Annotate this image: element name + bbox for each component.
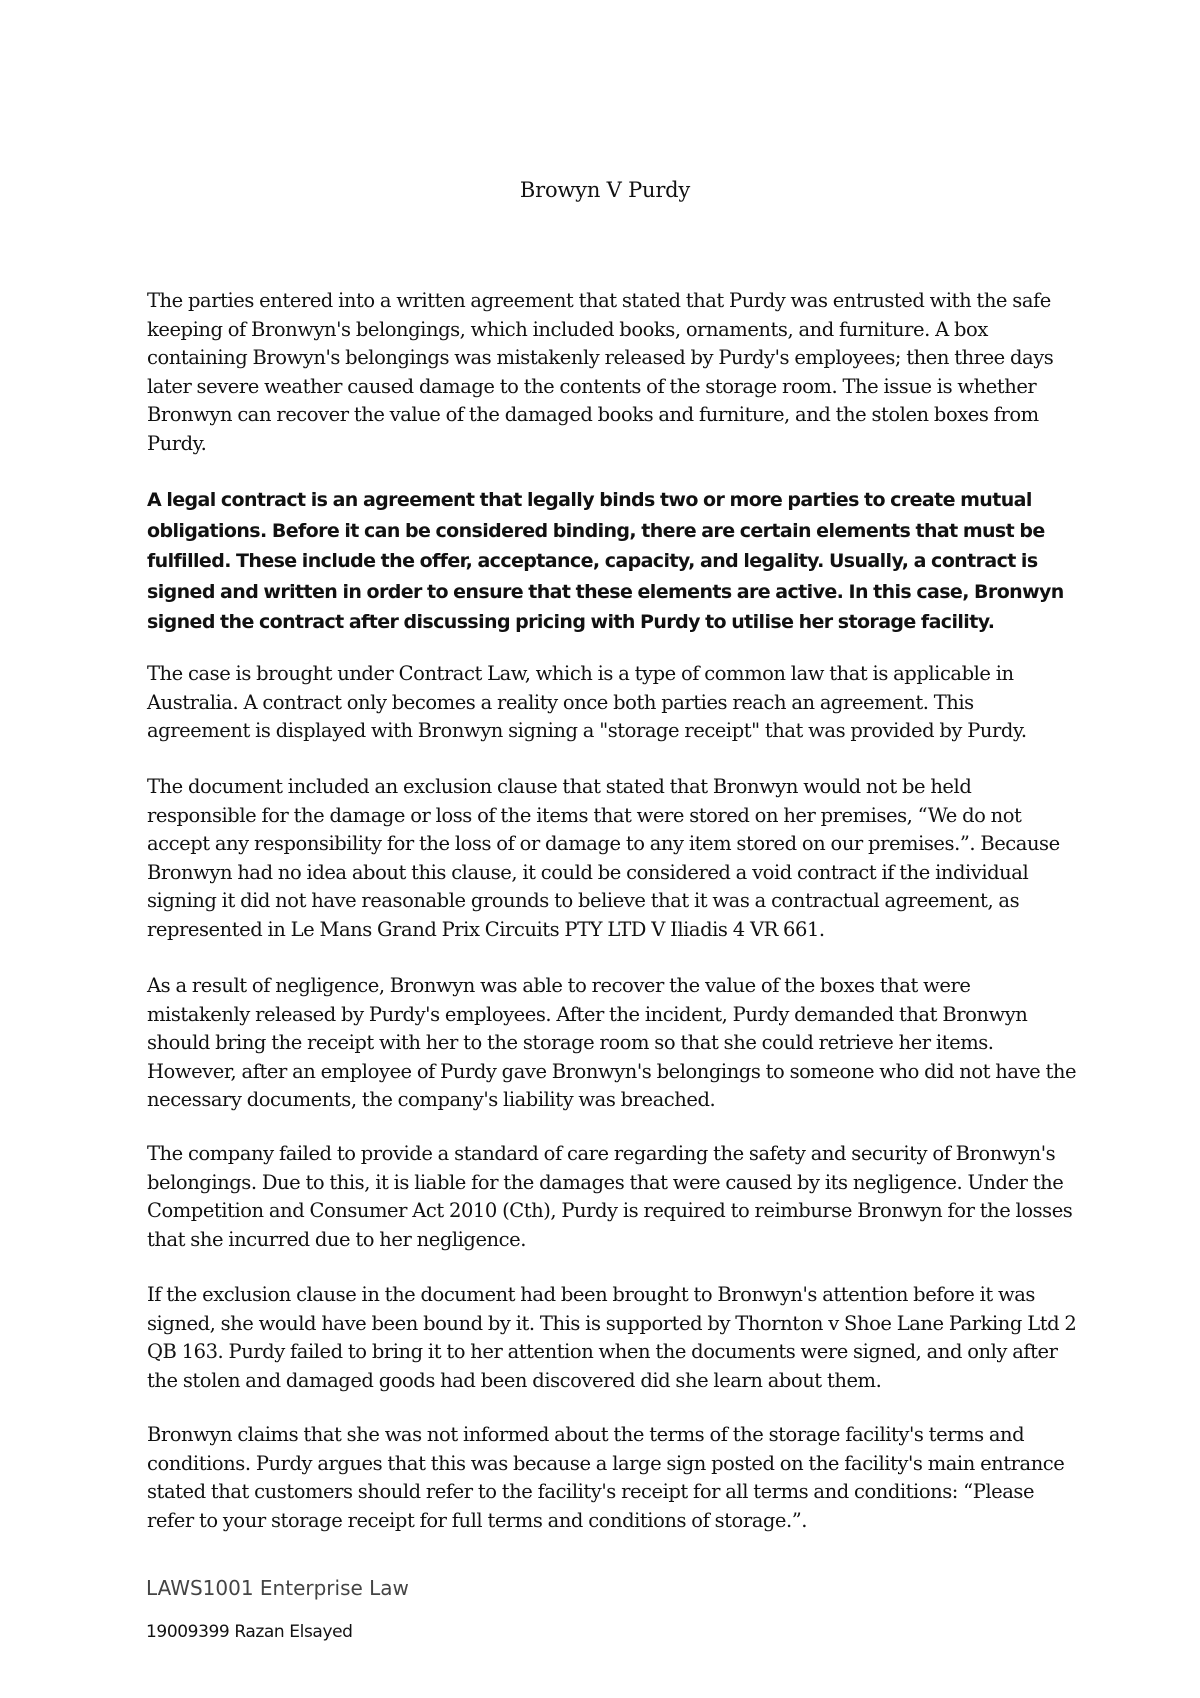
paragraph-contract-law: The case is brought under Contract Law, which is a type of common law that is applicable in Australia. A contract only becomes a reality once both parties reach an agreement. This agreement is displayed with Bronwyn signing a "storage receipt" that was provided by Purdy. <box>147 662 1027 742</box>
paragraph-standard-of-care: The company failed to provide a standard of care regarding the safety and security of Bronwyn's belongings. Due to this, it is liable for the damages that were caused by its negligence. Under the Competition and Consumer Act 2010 (Cth), Purdy is required to reimburse Bronwyn for the losses that she incurred due to her negligence. <box>147 1142 1073 1251</box>
document-title: Browyn V Purdy <box>519 178 691 202</box>
paragraph-negligence: As a result of negligence, Bronwyn was able to recover the value of the boxes that were mistakenly released by Purdy's employees. After the incident, Purdy demanded that Bronwyn should bring the receipt with her to the storage room so that she could retrieve her items. However, after an employee of Purdy gave Bronwyn's belongings to someone who did not have the necessary documents, the company's liability was breached. <box>147 974 1077 1111</box>
paragraph-exclusion-clause: The document included an exclusion clause that stated that Bronwyn would not be held responsible for the damage or loss of the items that were stored on her premises, “We do not accept any responsibility for the loss of or damage to any item stored on our premises.”. Because Bronwyn had no idea about this clause, it could be considered a void contract if the individual signing it did not have reasonable grounds to believe that it was a contractual agreement, as represented in Le Mans Grand Prix Circuits PTY LTD V Iliadis 4 VR 661. <box>147 775 1060 941</box>
paragraph-thornton-case: If the exclusion clause in the document had been brought to Bronwyn's attention before it was signed, she would have been bound by it. This is supported by Thornton v Shoe Lane Parking Ltd 2 QB 163. Purdy failed to bring it to her attention when the documents were signed, and only after the stolen and damaged goods had been discovered did she learn about them. <box>147 1283 1077 1392</box>
paragraph-facts: The parties entered into a written agreement that stated that Purdy was entrusted with the safe keeping of Bronwyn's belongings, which included books, ornaments, and furniture. A box containing Browyn's belongings was mistakenly released by Purdy's employees; then three days later severe weather caused damage to the contents of the storage room. The issue is whether Bronwyn can recover the value of the damaged books and furniture, and the stolen boxes from Purdy. <box>147 289 1054 455</box>
paragraph-sign-notice: Bronwyn claims that she was not informed about the terms of the storage facility's terms and conditions. Purdy argues that this was because a large sign posted on the facility's main entrance stated that customers should refer to the facility's receipt for all terms and conditions: “Please refer to your storage receipt for full terms and conditions of storage.”. <box>147 1423 1065 1532</box>
footer-student-label: 19009399 Razan Elsayed <box>146 1622 353 1642</box>
paragraph-contract-definition: A legal contract is an agreement that legally binds two or more parties to create mutual obligations. Before it can be considered binding, there are certain elements that must be fulfilled. These include the offer, acceptance, capacity, and legality. Usually, a contract is signed and written in order to ensure that these elements are active. In this case, Bronwyn signed the contract after discussing pricing with Purdy to utilise her storage facility. <box>147 489 1064 633</box>
footer-course-label: LAWS1001 Enterprise Law <box>146 1576 409 1600</box>
